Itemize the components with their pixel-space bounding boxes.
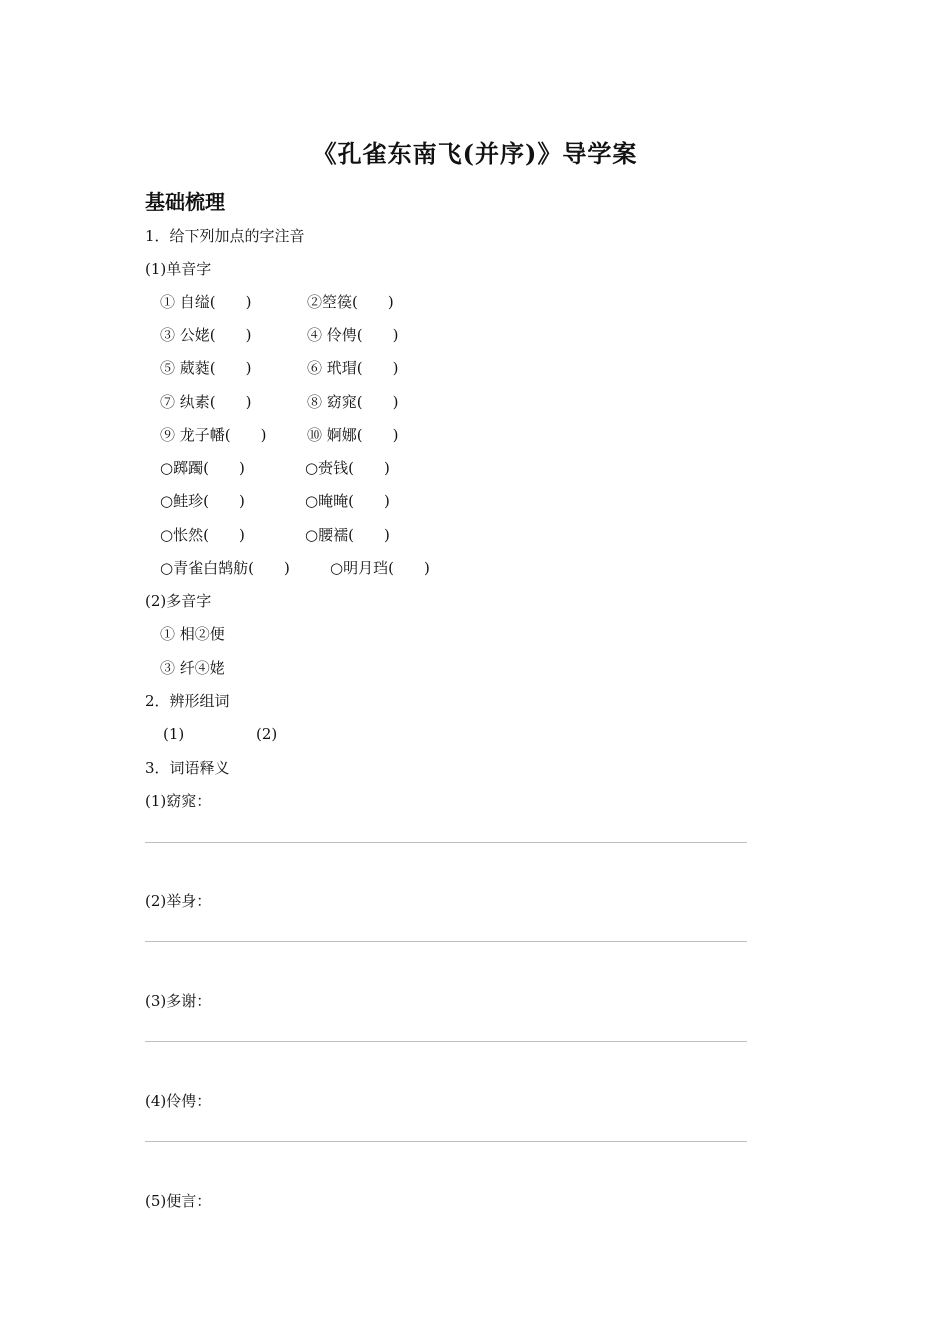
pinyin-item: ○踯躅( ): [160, 459, 245, 477]
multi-item: ① 相②便: [160, 625, 225, 643]
pinyin-item: ④ 伶俜( ): [307, 326, 399, 344]
pinyin-item: ⑥ 玳瑁( ): [307, 359, 399, 377]
q3-term: (3)多谢：: [145, 992, 212, 1010]
pinyin-item: ○赍钱( ): [305, 459, 390, 477]
q3-heading: 3．词语释义: [145, 759, 230, 777]
q3-term: (2)举身：: [145, 892, 212, 910]
answer-line: [145, 1041, 747, 1042]
q2-heading: 2．辨形组词: [145, 692, 230, 710]
pinyin-item: ②箜篌( ): [307, 293, 394, 311]
section-heading-basic: 基础梳理: [145, 190, 225, 214]
answer-line: [145, 941, 747, 942]
pinyin-item: ○腰襦( ): [305, 526, 390, 544]
pinyin-item: ⑤ 葳蕤( ): [160, 359, 252, 377]
q3-term: (4)伶俜：: [145, 1092, 212, 1110]
q1-sub-single: (1)单音字: [145, 260, 212, 278]
pinyin-item: ⑩ 婀娜( ): [307, 426, 399, 444]
pinyin-item: ○青雀白鹄舫( ): [160, 559, 290, 577]
answer-line: [145, 1141, 747, 1142]
pinyin-item: ⑨ 龙子幡( ): [160, 426, 267, 444]
answer-line: [145, 842, 747, 843]
pinyin-item: ○鲑珍( ): [160, 492, 245, 510]
pinyin-item: ○明月珰( ): [330, 559, 430, 577]
pinyin-item: ⑧ 窈窕( ): [307, 393, 399, 411]
q3-term: (1)窈窕：: [145, 792, 212, 810]
pinyin-item: ○晻晻( ): [305, 492, 390, 510]
q2-item: (1): [163, 725, 185, 743]
pinyin-item: ⑦ 纨素( ): [160, 393, 252, 411]
q1-sub-multi: (2)多音字: [145, 592, 212, 610]
q3-term: (5)便言：: [145, 1192, 212, 1210]
q1-heading: 1．给下列加点的字注音: [145, 227, 305, 245]
page-title: 《孔雀东南飞(并序)》导学案: [312, 139, 638, 168]
pinyin-item: ③ 公姥( ): [160, 326, 252, 344]
q2-item: (2): [256, 725, 278, 743]
multi-item: ③ 纤④姥: [160, 659, 225, 677]
pinyin-item: ① 自缢( ): [160, 293, 252, 311]
pinyin-item: ○怅然( ): [160, 526, 245, 544]
